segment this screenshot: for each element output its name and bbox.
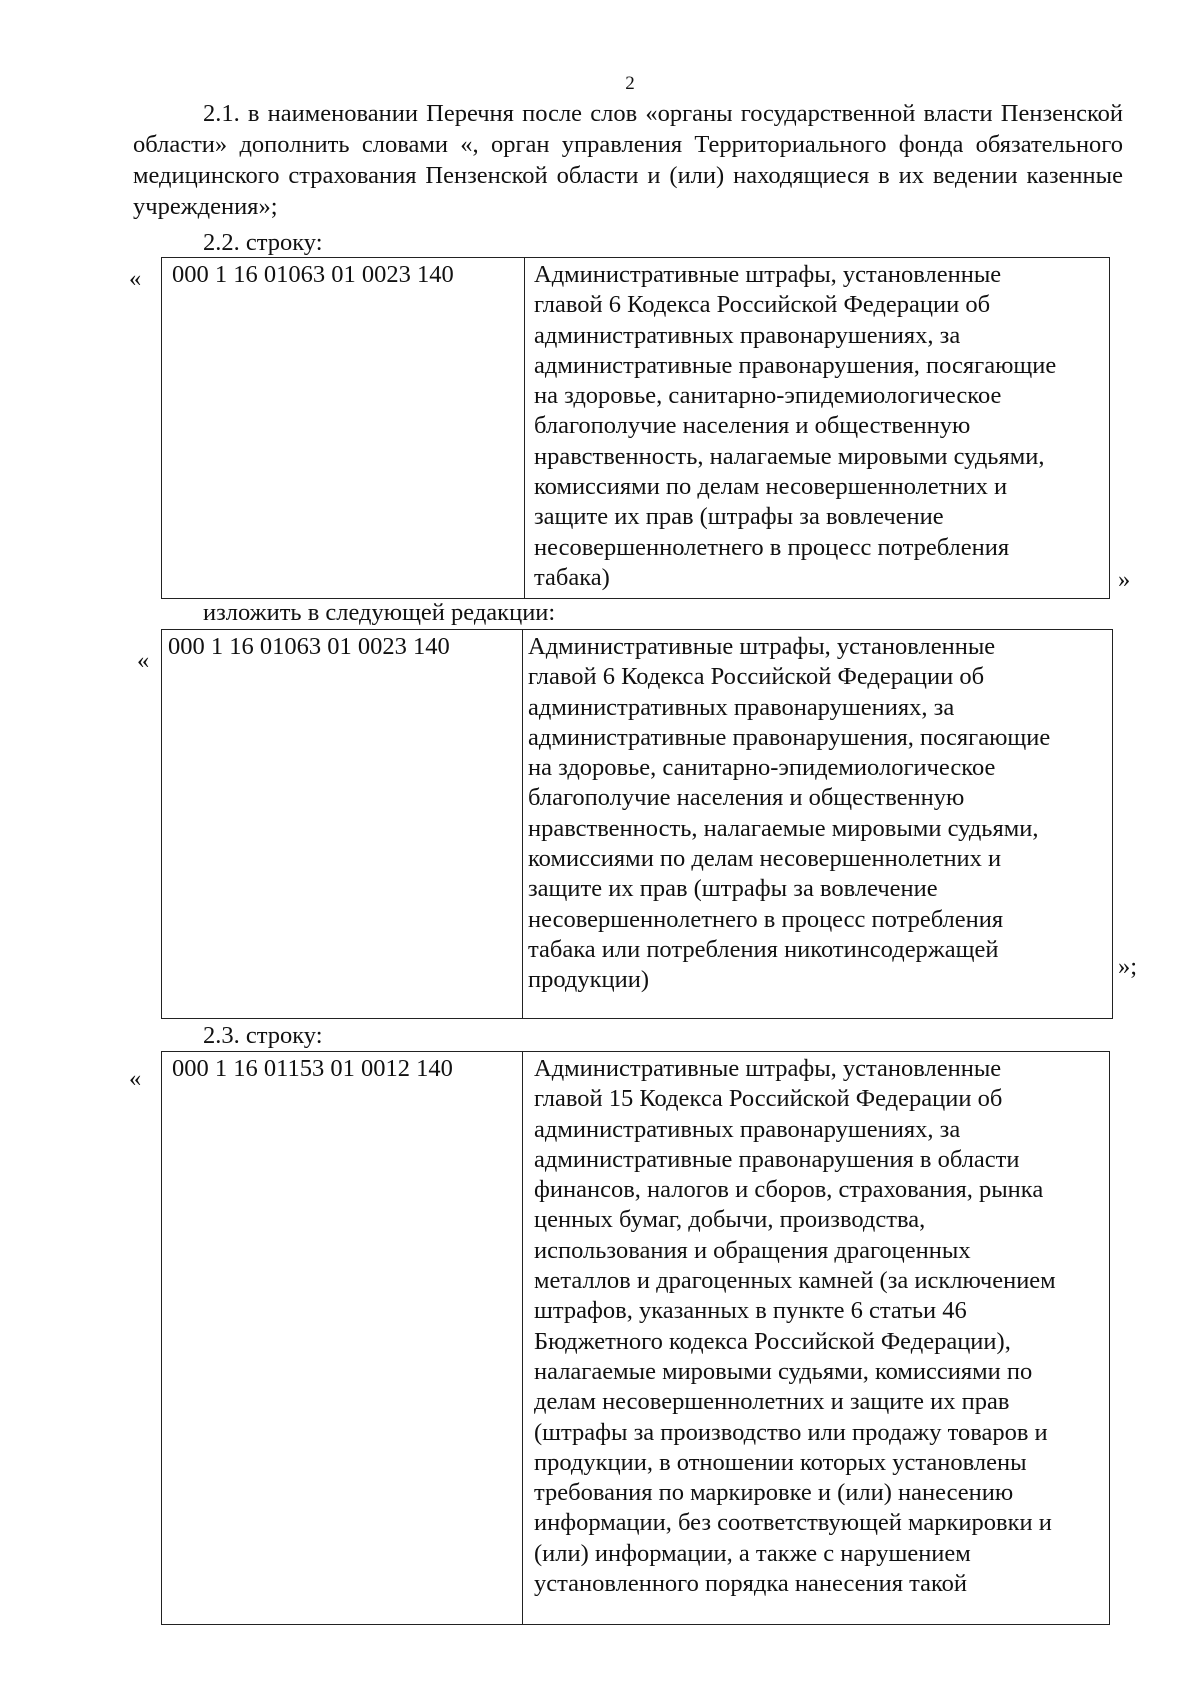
description-line: табака) — [534, 563, 610, 591]
description-line: финансов, налогов и сборов, страхования, рынка — [534, 1176, 1044, 1204]
description-line: несовершеннолетнего в процесс потребления — [528, 905, 1004, 933]
row-description — [528, 632, 1050, 996]
description-line: Административные штрафы, установленные — [534, 261, 1002, 288]
close-quote: »; — [1118, 953, 1138, 980]
description-line: административные правонарушения, посягающие — [534, 351, 1057, 379]
description-line: налагаемые мировыми судьями, комиссиями по — [534, 1357, 1033, 1385]
column-divider — [524, 258, 525, 598]
column-divider — [522, 630, 523, 1018]
description-line: административных правонарушениях, за — [528, 693, 955, 721]
row-description — [534, 260, 1056, 593]
description-line: благополучие населения и общественную — [528, 784, 965, 812]
open-quote: « — [129, 265, 142, 292]
description-line: на здоровье, санитарно-эпидемиологическое — [534, 382, 1002, 410]
description-line: Административные штрафы, установленные — [528, 633, 996, 660]
description-line: административные правонарушения, посягающие — [528, 723, 1051, 751]
section-heading: 2.2. строку: — [203, 229, 323, 256]
description-line: Бюджетного кодекса Российской Федерации), — [534, 1327, 1011, 1355]
description-line: информации, без соответствующей маркировки и — [534, 1509, 1052, 1537]
description-line: комиссиями по делам несовершеннолетних и — [528, 845, 1002, 873]
description-line: благополучие населения и общественную — [534, 412, 971, 440]
description-line: главой 15 Кодекса Российской Федерации об — [534, 1085, 1003, 1113]
description-line: (или) информации, а также с нарушением — [534, 1539, 971, 1567]
description-line: требования по маркировке и (или) нанесению — [534, 1479, 1014, 1507]
description-line: установленного порядка нанесения такой — [534, 1570, 968, 1598]
description-line: табака или потребления никотинсодержащей — [528, 935, 999, 963]
open-quote: « — [137, 647, 150, 674]
description-line: продукции) — [528, 966, 650, 994]
description-line: штрафов, указанных в пункте 6 статьи 46 — [534, 1297, 967, 1325]
description-line: главой 6 Кодекса Российской Федерации об — [534, 291, 991, 319]
section-heading: изложить в следующей редакции: — [203, 599, 556, 626]
description-line: комиссиями по делам несовершеннолетних и — [534, 473, 1008, 501]
description-line: административные правонарушения в области — [534, 1145, 1020, 1173]
description-line: административных правонарушениях, за — [534, 1115, 961, 1143]
row-code: 000 1 16 01063 01 0023 140 — [168, 633, 450, 660]
description-line: главой 6 Кодекса Российской Федерации об — [528, 663, 985, 691]
description-line: делам несовершеннолетних и защите их прав — [534, 1388, 1010, 1416]
description-line: ценных бумаг, добычи, производства, — [534, 1206, 926, 1234]
row-description — [534, 1054, 1056, 1599]
row-code: 000 1 16 01153 01 0012 140 — [172, 1055, 453, 1082]
page-number: 2 — [625, 73, 635, 94]
section-heading: 2.3. строку: — [203, 1022, 323, 1049]
description-line: нравственность, налагаемые мировыми судьями, — [528, 814, 1039, 842]
list-row-table — [161, 1051, 1110, 1625]
description-line: продукции, в отношении которых установлены — [534, 1448, 1027, 1476]
description-line: (штрафы за производство или продажу товаров и — [534, 1418, 1048, 1446]
description-line: на здоровье, санитарно-эпидемиологическое — [528, 754, 996, 782]
description-line: металлов и драгоценных камней (за исключением — [534, 1267, 1056, 1295]
description-line: несовершеннолетнего в процесс потребления — [534, 533, 1010, 561]
close-quote: » — [1118, 566, 1131, 593]
description-line: административных правонарушениях, за — [534, 321, 961, 349]
list-row-table — [161, 629, 1113, 1019]
intro-paragraph: 2.1. в наименовании Перечня после слов «органы государственной власти Пензенской области» дополнить словами «, орган управления Территориального фонда обязательного медицинского страхования Пензенской области и (или) находящиеся в их ведении казенные учреждения»; — [133, 100, 1123, 220]
column-divider — [522, 1052, 523, 1624]
description-line: использования и обращения драгоценных — [534, 1236, 971, 1264]
description-line: защите их прав (штрафы за вовлечение — [528, 875, 938, 903]
description-line: Административные штрафы, установленные — [534, 1055, 1002, 1082]
row-code: 000 1 16 01063 01 0023 140 — [172, 261, 454, 288]
open-quote: « — [129, 1065, 142, 1092]
list-row-table — [161, 257, 1110, 599]
description-line: защите их прав (штрафы за вовлечение — [534, 503, 944, 531]
description-line: нравственность, налагаемые мировыми судьями, — [534, 442, 1045, 470]
